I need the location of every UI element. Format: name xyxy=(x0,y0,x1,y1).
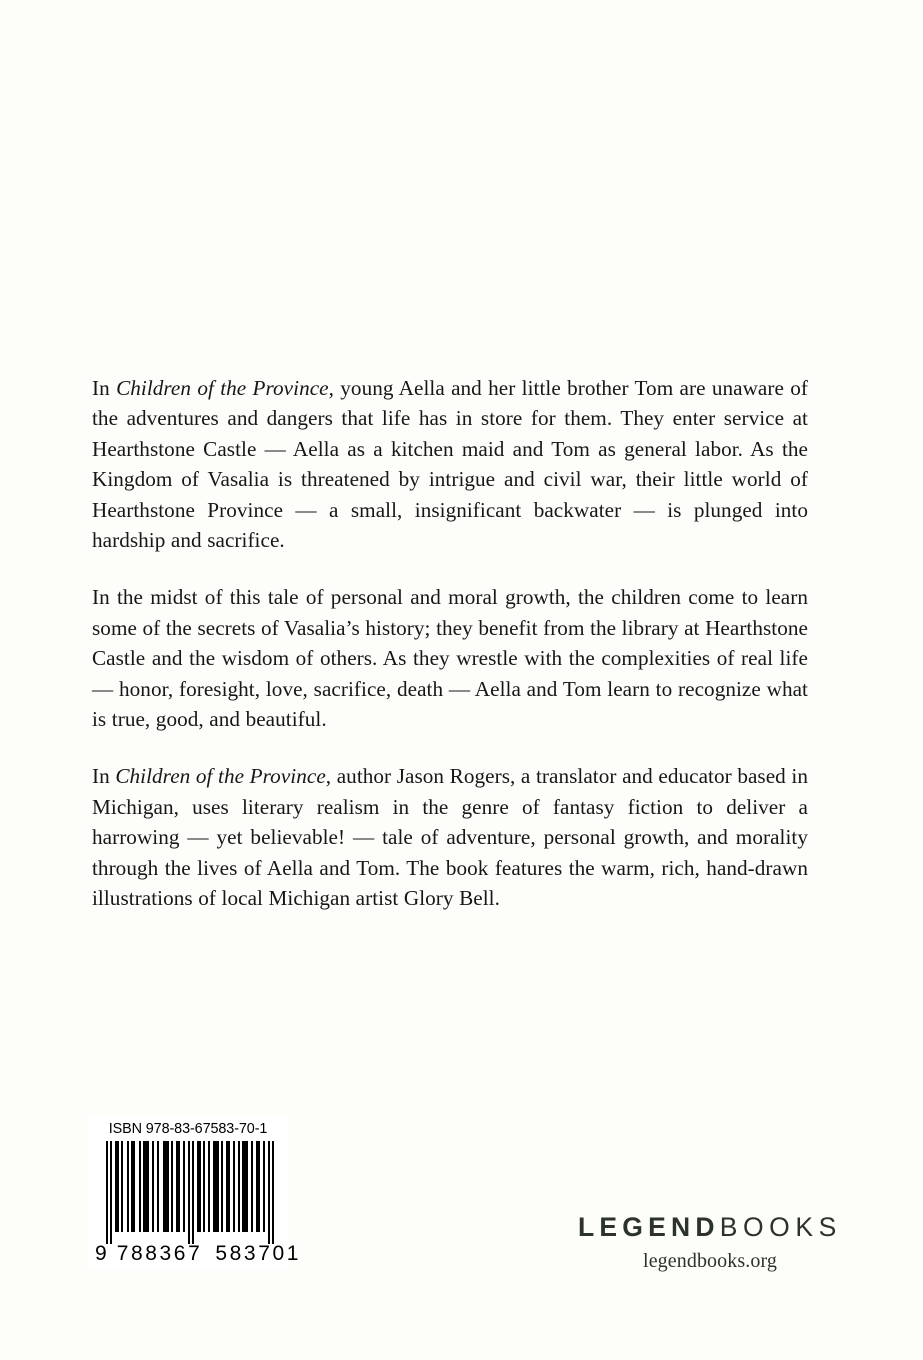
blurb-text-block xyxy=(92,373,808,914)
publisher-wordmark-legend: LEGEND xyxy=(578,1212,720,1242)
paragraph-1-book-title: Children of the Province xyxy=(116,376,329,400)
isbn-label: ISBN 978-83-67583-70-1 xyxy=(108,1121,268,1137)
blurb-paragraph-3 xyxy=(92,761,808,913)
blurb-paragraph-1 xyxy=(92,373,808,555)
barcode-digits xyxy=(94,1242,302,1265)
publisher-website-url: legendbooks.org xyxy=(643,1250,777,1272)
barcode-lead-digit: 9 xyxy=(95,1242,107,1265)
paragraph-3-lead-in: In xyxy=(92,764,116,789)
barcode-right-group: 583701 xyxy=(215,1242,302,1265)
paragraph-1-lead-in: In xyxy=(92,376,117,400)
publisher-logo xyxy=(560,1212,860,1273)
paragraph-1-body: , young Aella and her little brother Tom are unaware of the adventures and dangers that life has in store for them. They enter service at Hearthstone Castle — Aella as a kitchen maid and Tom as general labor. As the Kingdom of Vasalia is threatened by intrigue and civil war, their little world of Hearthstone Province — a small, insignificant backwater — is plunged into hardship and sacrifice. xyxy=(92,376,809,553)
publisher-wordmark xyxy=(560,1212,860,1242)
barcode-icon xyxy=(94,1141,282,1244)
isbn-barcode-block xyxy=(88,1117,302,1270)
blurb-paragraph-2 xyxy=(92,582,808,734)
paragraph-2-body: In the midst of this tale of personal and moral growth, the children come to learn some of the secrets of Vasalia’s history; they benefit from the library at Hearthstone Castle and the wisdom of others. As they wrestle with the complexities of real life — honor, foresight, love, sacrifice, death — Aella and Tom learn to recognize what is true, good, and beautiful. xyxy=(92,585,808,732)
barcode-left-group: 788367 xyxy=(116,1242,203,1265)
paragraph-3-body: , author Jason Rogers, a translator and educator based in Michigan, uses literary realism in the genre of fantasy fiction to deliver a harrowing — yet believable! — tale of adventure, personal growth, and morality through the lives of Aella and Tom. The book features the warm, rich, hand-drawn illustrations of local Michigan artist Glory Bell. xyxy=(92,764,808,911)
paragraph-3-book-title: Children of the Province xyxy=(115,764,326,789)
publisher-wordmark-books: BOOKS xyxy=(719,1212,842,1242)
